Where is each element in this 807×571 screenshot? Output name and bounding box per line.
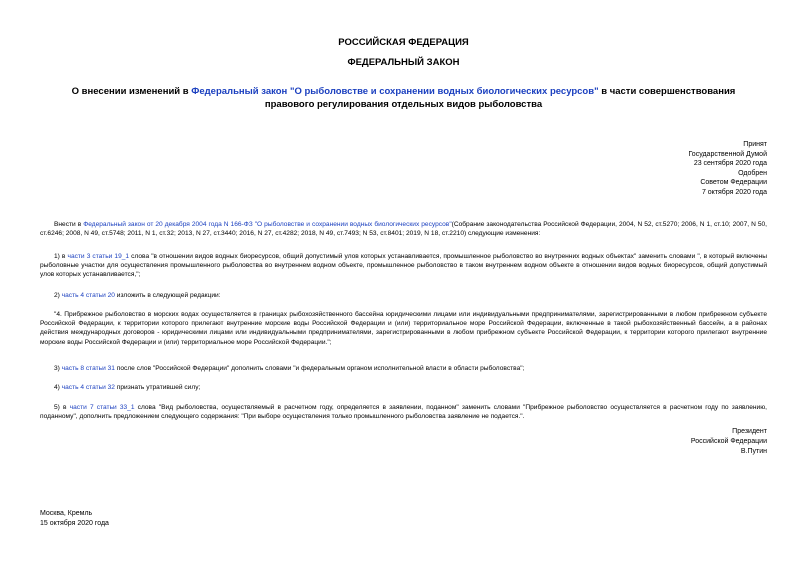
article-32-link[interactable]: часть 4 статьи 32 [61,384,115,391]
adopted-date: 23 сентября 2020 года [693,160,767,168]
adopted-label: Принят [743,141,767,148]
item-2-quote [40,310,767,347]
item-4 [40,383,767,392]
item-2-prefix: 2) [54,292,62,299]
item-3 [40,364,767,373]
signer-title: Президент [732,428,767,435]
quoted-new-text: "4. Прибрежное рыболовство в морских водах осуществляется в границах рыбохозяйственного бассейна юридическими лицами или индивидуальными предпринимателями, зарегистрированными в любом прибрежном субъекте Российской Федерации, к территории которого прилегают внутренние морские воды Российской Федерации и (или) территориальное море Российской Федерации, включенные в такой рыбохозяйственный бассейн, а в районах действия международных договоров - юридическими лицами или индивидуальными предпринимателями, зарегистрированными в любом прибрежном субъекте Российской Федерации, к территории которого прилегают внутренние морские воды Российской Федерации и (или) территориальное море Российской Федерации."; [40,311,767,346]
item-1 [40,252,767,280]
item-3-text: после слов "Российской Федерации" дополнить словами "и федеральным органом исполнительной власти в области рыболовства"; [114,365,525,372]
signing-date: 15 октября 2020 года [40,520,109,528]
item-1-prefix: 1) в [54,253,68,260]
approved-by: Советом Федерации [700,179,767,187]
intro-post: (Собрание законодательства Российской Федерации, 2004, N 52, ст.5270; 2006, N 1, ст.10; 2007, N 50, ст.6246; 2008, N 49, ст.5748; 2011, N 1, ст.32; 2013, N 27, ст.3440; 2016, N 27, ст.4282; 2018, N 49, ст.7493; N 53, ст.8401; 2019, N 18, ст.2210) следующие изменения: [40,221,767,238]
signer-name: В.Путин [740,448,767,456]
article-20-link[interactable]: часть 4 статьи 20 [61,292,115,299]
signing-place: Москва, Кремль [40,510,93,517]
item-5-prefix: 5) в [54,404,70,411]
item-5 [40,403,767,421]
article-31-link[interactable]: часть 8 статьи 31 [61,365,115,372]
approved-date: 7 октября 2020 года [701,188,767,196]
document-type-heading: ФЕДЕРАЛЬНЫЙ ЗАКОН [347,57,460,68]
article-33-1-link[interactable]: части 7 статьи 33_1 [69,404,135,411]
adoption-info [567,140,767,198]
item-1-text: слова "в отношении видов водных биоресурсов, общий допустимый улов которых устанавливается, промышленное рыболовство во внутренних водных объектах" заменить словами ", в который включены рыболовные участки для осуществления промышленного рыболовства во внутреннем водном объекте, промышленное рыболовство в таком внутреннем водном объекте в отношении видов водных биоресурсов, общий допустимый улов которых устанавливается,"; [40,253,768,279]
article-19-1-link[interactable]: части 3 статьи 19_1 [67,253,130,260]
signer-country: Российской Федерации [690,438,767,446]
approved-label: Одобрен [738,169,767,177]
intro-pre: Внести в [54,221,84,228]
item-2 [40,291,767,300]
adopted-by: Государственной Думой [688,150,767,158]
law-title-prefix: О внесении изменений в [71,86,192,97]
country-heading: РОССИЙСКАЯ ФЕДЕРАЦИЯ [338,37,469,48]
intro-paragraph [40,220,767,238]
item-5-text: слова "Вид рыболовства, осуществляемый в расчетном году, определяется в заявлении, поданном" заменить словами "Прибрежное рыболовство осуществляется в расчетном году по заявлению, поданному", дополнить предложением следующего содержания: "При выборе осуществления только промышленного рыболовства заявление не подается.". [40,404,767,421]
law-title [40,85,767,111]
law-166-fz-link[interactable]: Федеральный закон от 20 декабря 2004 года N 166-ФЗ "О рыболовстве и сохранении водных биологических ресурсов" [83,221,452,228]
item-3-prefix: 3) [54,365,62,372]
signature-block [567,427,767,458]
item-4-text: признать утратившей силу; [114,384,201,391]
item-2-text: изложить в следующей редакции: [114,292,221,299]
item-4-prefix: 4) [54,384,62,391]
federal-law-link[interactable]: Федеральный закон "О рыболовстве и сохранении водных биологических ресурсов" [191,86,599,97]
law-title-suffix: в части совершенствования правового регулирования отдельных видов рыболовства [264,86,736,110]
signing-place-date [40,509,109,529]
